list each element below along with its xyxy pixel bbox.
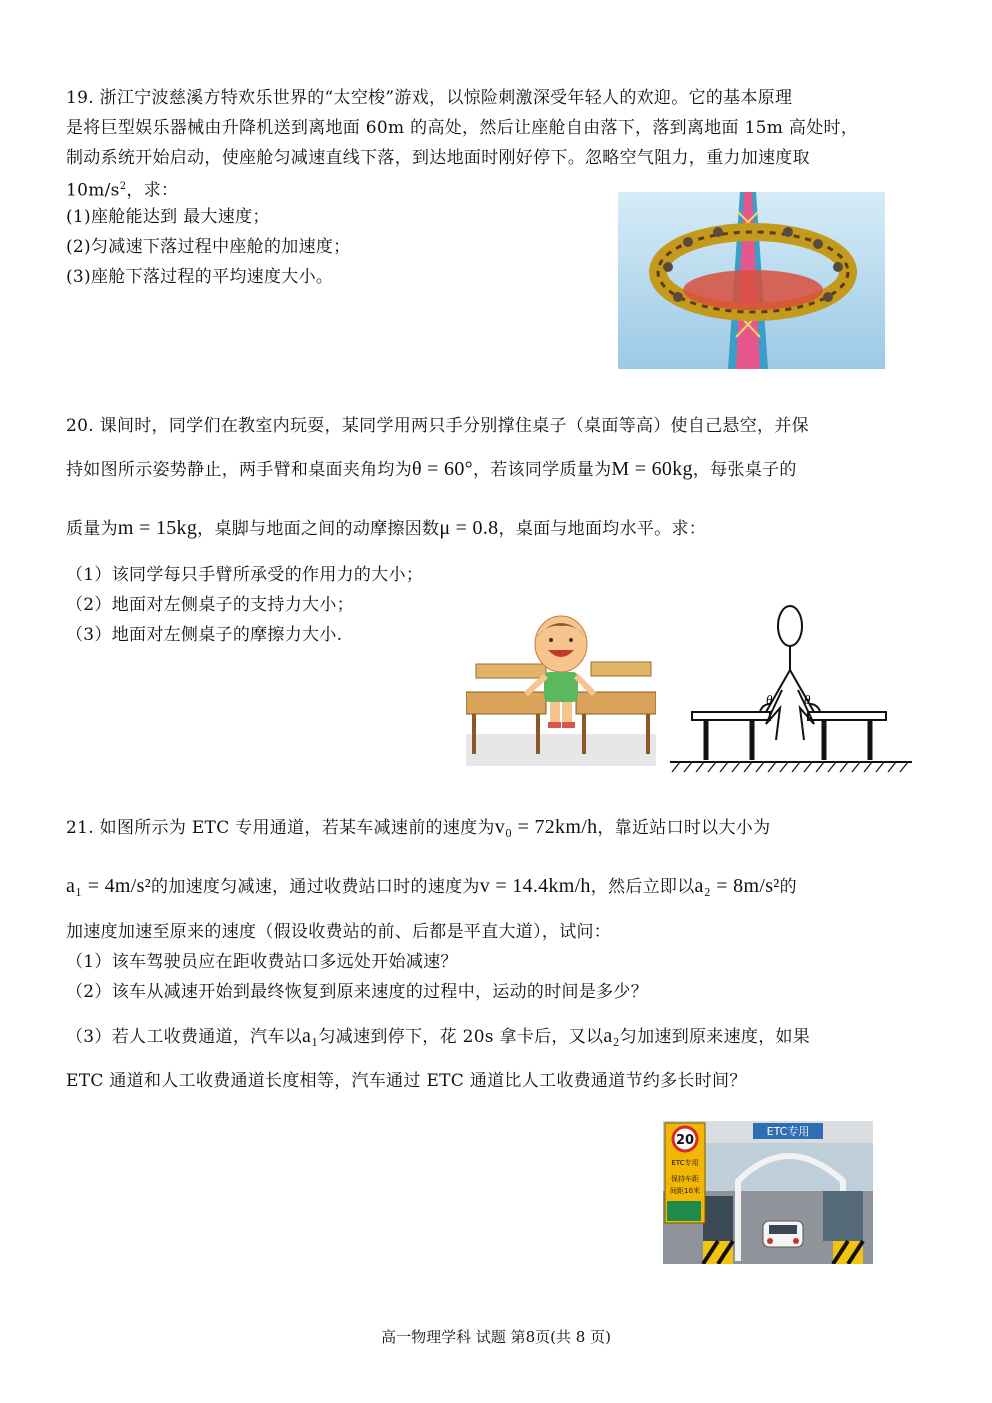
q20-sub-2: （2）地面对左侧桌子的支持力大小； [66,595,354,615]
gravity-value: 10m/s [66,180,120,201]
q20-line-3c: ，桌面与地面均水平。求： [498,519,707,539]
q20-line-2a: 持如图所示姿势静止，两手臂和桌面夹角均为 [66,460,412,480]
sign-text-distance: 保持车距 [671,1175,699,1183]
q21-line-2c: 的 [779,877,797,897]
q21-line-3: 加速度加速至原来的速度（假设收费站的前、后都是平直大道），试问： [66,922,612,942]
q19-ask: ，求： [126,180,179,201]
q20-sub-3: （3）地面对左侧桌子的摩擦力大小. [66,625,343,645]
q21-line-2 [66,874,797,899]
q21-line-1 [66,815,770,840]
sign-text-etc: ETC专用 [671,1159,699,1167]
q20-sub-1: （1）该同学每只手臂所承受的作用力的大小； [66,565,424,585]
q20-line-3 [66,516,706,541]
force-diagram [666,604,916,776]
q21-sub-3b: 匀减速到停下，花 20s 拿卡后，又以 [318,1027,604,1047]
gate-velocity-equation: v = 14.4km/h [479,875,591,897]
q19-sub-1: (1)座舱能达到 最大速度； [66,207,270,227]
a2-symbol: a₂ [603,1025,620,1047]
q21-sub-2: （2）该车从减速开始到最终恢复到原来速度的过程中，运动的时间是多少？ [66,982,649,1002]
q20-line-2 [66,457,797,482]
etc-toll-photo [663,1121,873,1264]
q21-line-1b: ，靠近站口时以大小为 [597,818,771,838]
acceleration-equation: a₂ = 8m/s² [694,875,780,897]
page-footer: 高一物理学科 试题 第8页(共 8 页) [381,1328,611,1346]
q21-line-1a: 21. 如图所示为 ETC 专用通道，若某车减速前的速度为 [66,818,495,838]
head-shape [778,606,802,646]
q19-line-2: 是将巨型娱乐器械由升降机送到离地面 60m 的高处，然后让座舱自由落下，落到离地面 15m 高处时， [66,118,859,138]
theta-label-right: θ [804,692,811,707]
initial-velocity-equation: v₀ = 72km/h [494,816,598,838]
q20-line-2b: ，若该同学质量为 [472,460,612,480]
q21-line-2b: ，然后立即以 [590,877,695,897]
q20-line-3a: 质量为 [66,519,118,539]
q20-line-3b: ，桌脚与地面之间的动摩擦因数 [197,519,440,539]
q21-sub-3c: 匀加速到原来速度，如果 [619,1027,811,1047]
q21-sub-3a: （3）若人工收费通道，汽车以 [66,1027,303,1047]
a1-symbol: a₁ [302,1025,319,1047]
etc-gantry-text: ETC专用 [766,1125,810,1138]
q19-sub-3: (3)座舱下落过程的平均速度大小。 [66,267,334,287]
q20-line-1: 20. 课间时，同学们在教室内玩耍，某同学用两只手分别撑住桌子（桌面等高）使自己悬空，并保 [66,416,809,436]
q21-sub-1: （1）该车驾驶员应在距收费站口多远处开始减速？ [66,952,458,972]
gravity-exponent: 2 [119,181,127,192]
q21-sub-3 [66,1024,810,1049]
theta-label-left: θ [766,692,773,707]
q19-line-4 [66,175,178,203]
friction-coefficient-equation: μ = 0.8 [439,517,499,539]
q19-line-1: 19. 浙江宁波慈溪方特欢乐世界的“太空梭”游戏，以惊险刺激深受年轻人的欢迎。它的基本原理 [66,88,793,108]
cartoon-student-illustration [466,614,656,766]
sign-text-gap: 间距10米 [670,1187,700,1195]
speed-limit-value: 20 [675,1133,695,1148]
drop-tower-photo [618,192,885,369]
q19-line-3: 制动系统开始启动，使座舱匀减速直线下落，到达地面时刚好停下。忽略空气阻力，重力加速度取 [66,148,810,168]
mass-desk-equation: m = 15kg [117,517,198,539]
theta-equation: θ = 60° [412,458,473,480]
q21-line-2a: 的加速度匀减速，通过收费站口时的速度为 [151,877,480,897]
left-desk-top [692,712,770,720]
q19-sub-2: (2)匀减速下落过程中座舱的加速度； [66,237,351,257]
q20-line-2c: ，每张桌子的 [692,460,797,480]
right-desk-top [808,712,886,720]
mass-student-equation: M = 60kg [611,458,693,480]
q21-sub-3-line-2: ETC 通道和人工收费通道长度相等，汽车通过 ETC 通道比人工收费通道节约多长时间？ [66,1071,747,1091]
deceleration-equation: a₁ = 4m/s² [66,875,152,897]
